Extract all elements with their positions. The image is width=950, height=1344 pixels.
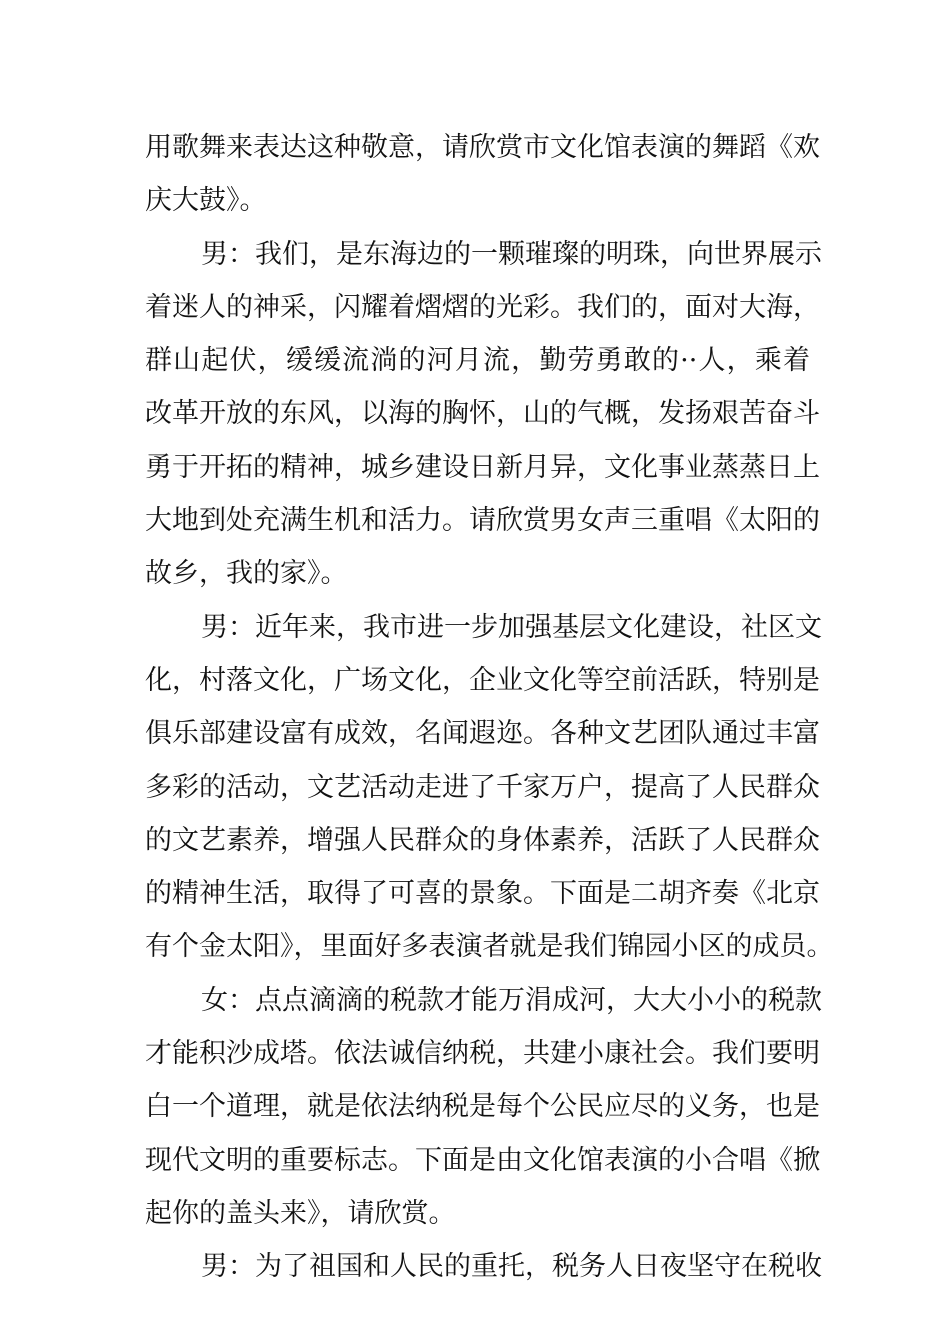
paragraph-first-line: 男：近年来，我市进一步加强基层文化建设，社区文 (201, 611, 822, 643)
text-line: 俱乐部建设富有成效，名闻遐迩。各种文艺团队通过丰富 (145, 718, 820, 750)
paragraph-first-line: 男：为了祖国和人民的重托，税务人日夜坚守在税收 (201, 1251, 822, 1283)
text-line: 的精神生活，取得了可喜的景象。下面是二胡齐奏《北京 (145, 878, 820, 910)
document-body (145, 128, 834, 1301)
text-line: 大地到处充满生机和活力。请欣赏男女声三重唱《太阳的 (145, 505, 820, 537)
text-line: 改革开放的东风，以海的胸怀，山的气概，发扬艰苦奋斗 (145, 398, 820, 430)
text-line: 有个金太阳》，里面好多表演者就是我们锦园小区的成员。 (145, 931, 834, 963)
text-line: 现代文明的重要标志。下面是由文化馆表演的小合唱《掀 (145, 1144, 820, 1176)
text-line: 化，村落文化，广场文化，企业文化等空前活跃，特别是 (145, 664, 820, 696)
text-line: 的文艺素养，增强人民群众的身体素养，活跃了人民群众 (145, 824, 820, 856)
paragraph-first-line: 男：我们，是东海边的一颗璀璨的明珠，向世界展示 (201, 238, 822, 270)
paragraph-first-line: 女：点点滴滴的税款才能万涓成河，大大小小的税款 (201, 984, 822, 1016)
text-line: 庆大鼓》。 (145, 185, 267, 217)
text-line: 着迷人的神采，闪耀着熠熠的光彩。我们的，面对大海， (145, 291, 820, 323)
text-line: 白一个道理，就是依法纳税是每个公民应尽的义务，也是 (145, 1091, 820, 1123)
text-line: 才能积沙成塔。依法诚信纳税，共建小康社会。我们要明 (145, 1038, 820, 1070)
text-line: 多彩的活动，文艺活动走进了千家万户，提高了人民群众 (145, 771, 820, 803)
text-line: 故乡，我的家》。 (145, 558, 348, 590)
text-line: 用歌舞来表达这种敬意，请欣赏市文化馆表演的舞蹈《欢 (145, 132, 820, 163)
text-line: 勇于开拓的精神，城乡建设日新月异，文化事业蒸蒸日上 (145, 451, 820, 483)
text-line: 起你的盖头来》，请欣赏。 (145, 1197, 456, 1229)
text-line: 群山起伏，缓缓流淌的河月流，勤劳勇敢的··人，乘着 (145, 345, 810, 377)
